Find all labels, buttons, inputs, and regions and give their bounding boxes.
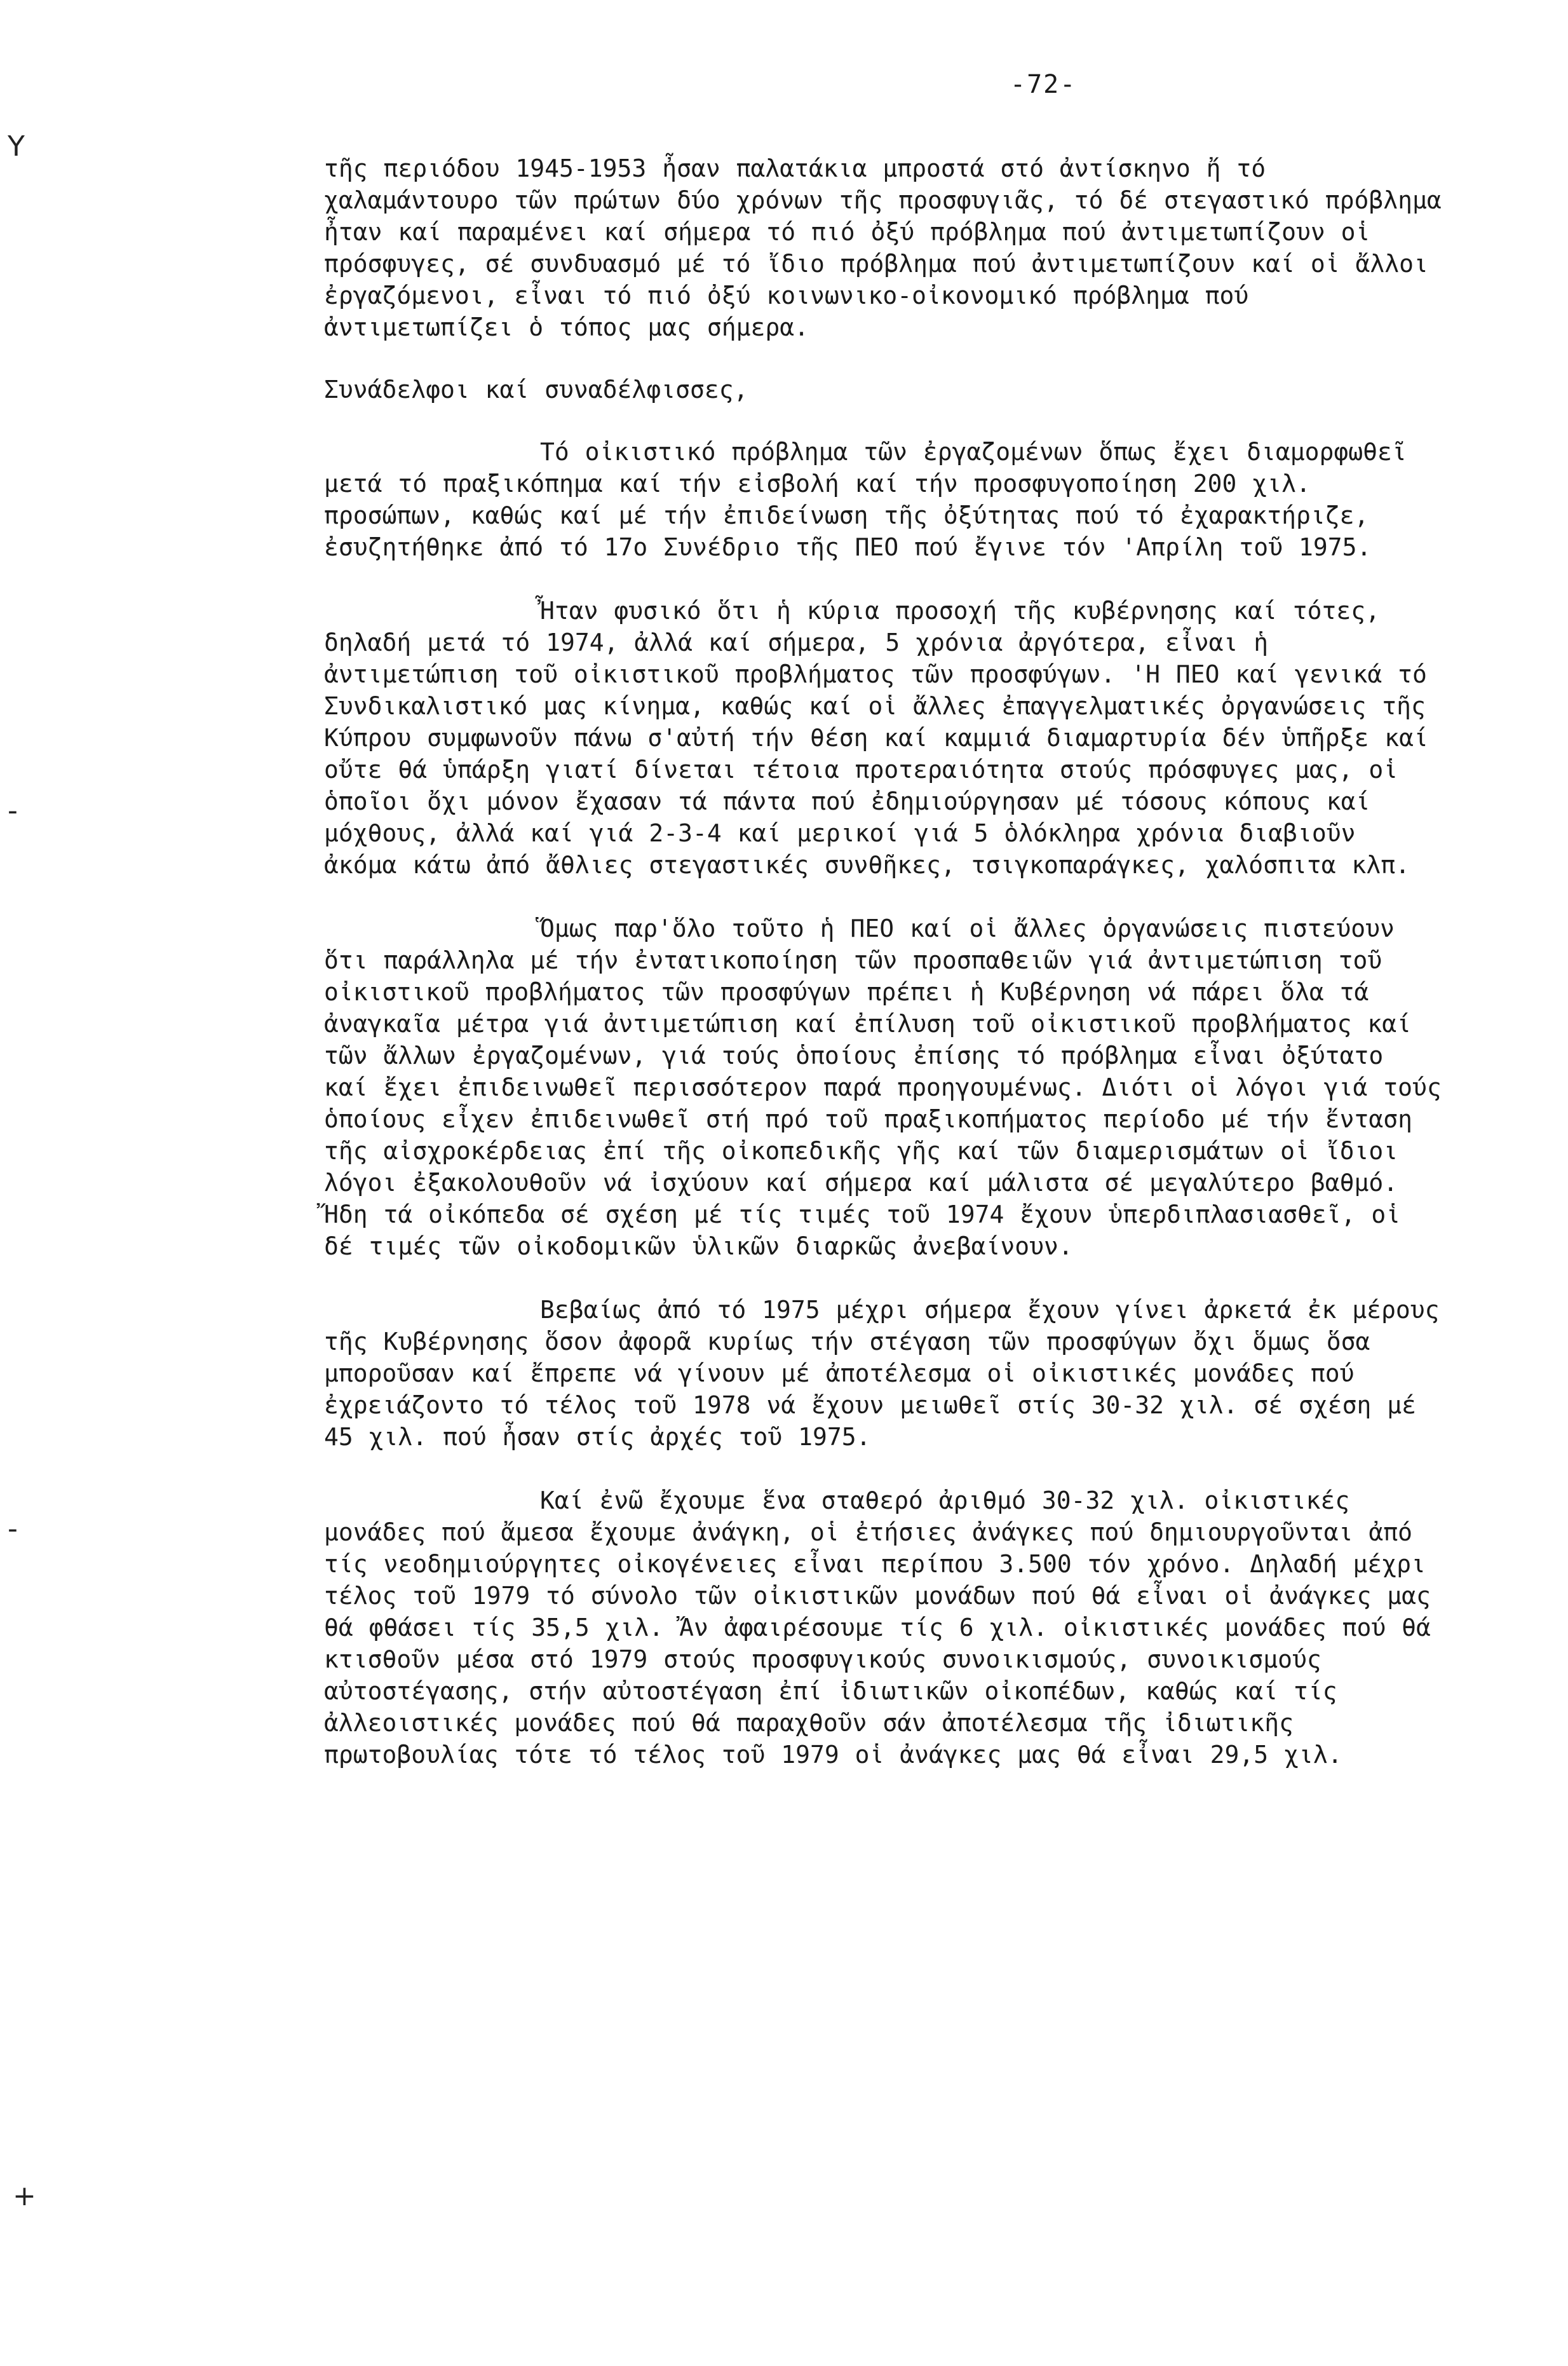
- margin-mark-4: +: [13, 2180, 36, 2212]
- document-body: [324, 153, 1442, 1771]
- margin-mark-3: -: [8, 1513, 18, 1545]
- paragraph-4: Ὅμως παρ'ὅλο τοῦτο ἡ ΠΕΟ καί οἱ ἄλλες ὀργανώσεις πιστεύουν ὅτι παράλληλα μέ τήν ἐντατικοποίηση τῶν προσπαθειῶν γιά ἀντιμετώπιση τοῦ οἰκιστικοῦ προβλήματος τῶν προσφύγων πρέπει ἡ Κυβέρνηση νά πάρει ὅλα τά ἀναγκαῖα μέτρα γιά ἀντιμετώπιση καί ἐπίλυση τοῦ οἰκιστικοῦ προβλήματος καί τῶν ἄλλων ἐργαζομένων, γιά τούς ὁποίους ἐπίσης τό πρόβλημα εἶναι ὀξύτατο καί ἔχει ἐπιδεινωθεῖ περισσότερον παρά προηγουμένως. Διότι οἱ λόγοι γιά τούς ὁποίους εἶχεν ἐπιδεινωθεῖ στή πρό τοῦ πραξικοπήματος περίοδο μέ τήν ἔνταση τῆς αἰσχροκέρδειας ἐπί τῆς οἰκοπεδικῆς γῆς καί τῶν διαμερισμάτων οἱ ἴδιοι λόγοι ἐξακολουθοῦν νά ἰσχύουν καί σήμερα καί μάλιστα σέ μεγαλύτερο βαθμό. Ἤδη τά οἰκόπεδα σέ σχέση μέ τίς τιμές τοῦ 1974 ἔχουν ὑπερδιπλασιασθεῖ, οἱ δέ τιμές τῶν οἰκοδομικῶν ὑλικῶν διαρκῶς ἀνεβαίνουν.: [324, 914, 1442, 1260]
- paragraph-6: Καί ἐνῶ ἔχουμε ἕνα σταθερό ἀριθμό 30-32 χιλ. οἰκιστικές μονάδες πού ἄμεσα ἔχουμε ἀνάγκη, οἱ ἐτήσιες ἀνάγκες πού δημιουργοῦνται ἀπό τίς νεοδημιούργητες οἰκογένειες εἶναι περίπου 3.500 τόν χρόνο. Δηλαδή μέχρι τέλος τοῦ 1979 τό σύνολο τῶν οἰκιστικῶν μονάδων πού θά εἶναι οἱ ἀνάγκες μας θά φθάσει τίς 35,5 χιλ. Ἄν ἀφαιρέσουμε τίς 6 χιλ. οἰκιστικές μονάδες πού θά κτισθοῦν μέσα στό 1979 στούς προσφυγικούς συνοικισμούς, συνοικισμούς αὐτοστέγασης, στήν αὐτοστέγαση ἐπί ἰδιωτικῶν οἰκοπέδων, καθώς καί τίς ἀλλεοιστικές μονάδες πού θά παραχθοῦν σάν ἀποτέλεσμα τῆς ἰδιωτικῆς πρωτοβουλίας τότε τό τέλος τοῦ 1979 οἱ ἀνάγκες μας θά εἶναι 29,5 χιλ.: [324, 1486, 1431, 1769]
- paragraph-3: Ἦταν φυσικό ὅτι ἡ κύρια προσοχή τῆς κυβέρνησης καί τότες, δηλαδή μετά τό 1974, ἀλλά καί σήμερα, 5 χρόνια ἀργότερα, εἶναι ἡ ἀντιμετώπιση τοῦ οἰκιστικοῦ προβλήματος τῶν προσφύγων. 'Η ΠΕΟ καί γενικά τό Συνδικαλιστικό μας κίνημα, καθώς καί οἱ ἄλλες ἐπαγγελματικές ὀργανώσεις τῆς Κύπρου συμφωνοῦν πάνω σ'αὐτή τήν θέση καί καμμιά διαμαρτυρία δέν ὑπῆρξε καί οὔτε θά ὑπάρξη γιατί δίνεται τέτοια προτεραιότητα στούς πρόσφυγες μας, οἱ ὁποῖοι ὄχι μόνον ἔχασαν τά πάντα πού ἐδημιούργησαν μέ τόσους κόπους καί μόχθους, ἀλλά καί γιά 2-3-4 καί μερικοί γιά 5 ὁλόκληρα χρόνια διαβιοῦν ἀκόμα κάτω ἀπό ἄθλιες στεγαστικές συνθῆκες, τσιγκοπαράγκες, χαλόσπιτα κλπ.: [324, 597, 1428, 879]
- margin-mark-2: -: [8, 794, 18, 827]
- paragraph-1: τῆς περιόδου 1945-1953 ἦσαν παλατάκια μπροστά στό ἀντίσκηνο ἤ τό χαλαμάντουρο τῶν πρώτων δύο χρόνων τῆς προσφυγιᾶς, τό δέ στεγαστικό πρόβλημα ἦταν καί παραμένει καί σήμερα τό πιό ὀξύ πρόβλημα πού ἀντιμετωπίζουν οἱ πρόσφυγες, σέ συνδυασμό μέ τό ἴδιο πρόβλημα πού ἀντιμετωπίζουν καί οἱ ἄλλοι ἐργαζόμενοι, εἶναι τό πιό ὀξύ κοινωνικο-οἰκονομικό πρόβλημα πού ἀντιμετωπίζει ὁ τόπος μας σήμερα.: [324, 154, 1442, 341]
- margin-mark-1: Y: [8, 130, 25, 163]
- salutation: Συνάδελφοι καί συναδέλφισσες,: [324, 376, 748, 404]
- paragraph-2: Τό οἰκιστικό πρόβλημα τῶν ἐργαζομένων ὅπως ἔχει διαμορφωθεῖ μετά τό πραξικόπημα καί τήν εἰσβολή καί τήν προσφυγοποίηση 200 χιλ. προσώπων, καθώς καί μέ τήν ἐπιδείνωση τῆς ὀξύτητας πού τό ἐχαρακτήριζε, ἐσυζητήθηκε ἀπό τό 17ο Συνέδριο τῆς ΠΕΟ πού ἔγινε τόν 'Απρίλη τοῦ 1975.: [324, 438, 1407, 561]
- page-number: -72-: [1010, 70, 1077, 99]
- paragraph-5: Βεβαίως ἀπό τό 1975 μέχρι σήμερα ἔχουν γίνει ἀρκετά ἐκ μέρους τῆς Κυβέρνησης ὅσον ἀφορᾶ κυρίως τήν στέγαση τῶν προσφύγων ὄχι ὅμως ὅσα μποροῦσαν καί ἔπρεπε νά γίνουν μέ ἀποτέλεσμα οἱ οἰκιστικές μονάδες πού ἐχρειάζοντο τό τέλος τοῦ 1978 νά ἔχουν μειωθεῖ στίς 30-32 χιλ. σέ σχέση μέ 45 χιλ. πού ἦσαν στίς ἀρχές τοῦ 1975.: [324, 1296, 1440, 1451]
